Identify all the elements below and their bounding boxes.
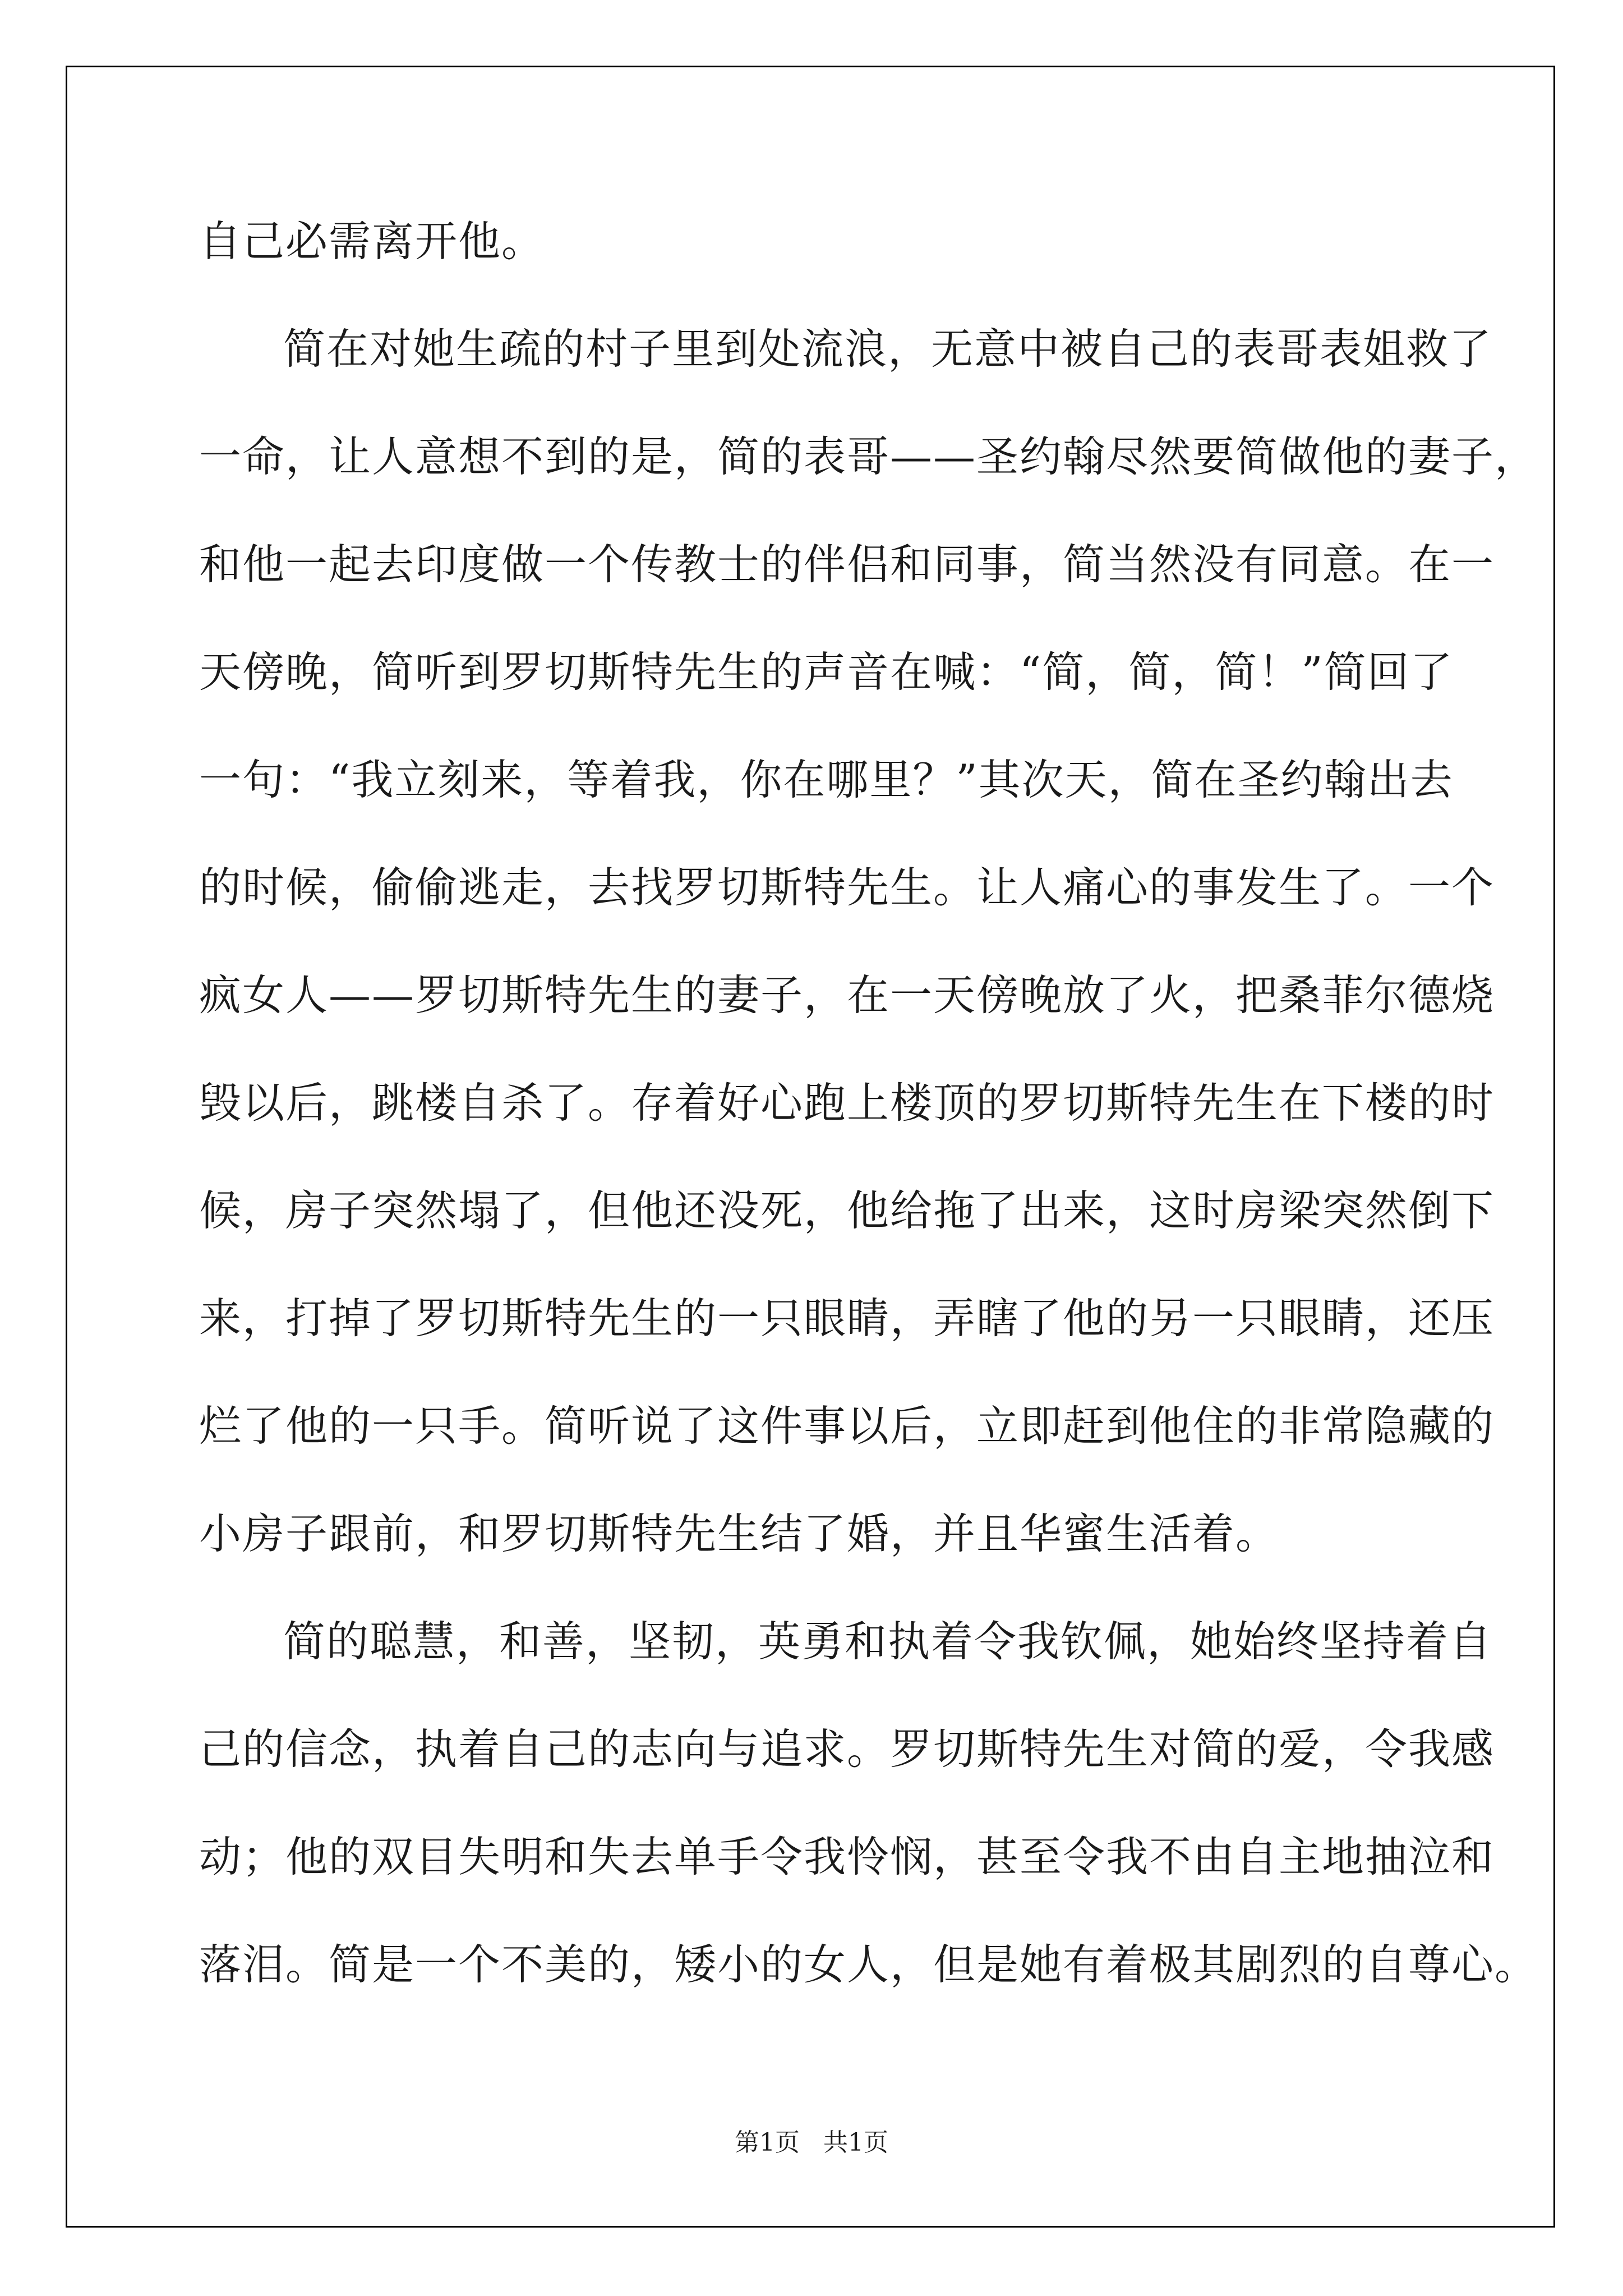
document-body	[199, 208, 1538, 2039]
text-line: 和他一起去印度做一个传教士的伴侣和同事，简当然没有同意。在一	[199, 540, 1495, 589]
text-line: 简的聪慧，和善，坚韧，英勇和执着令我钦佩，她始终坚持着自	[283, 1617, 1493, 1666]
text-line: 动；他的双目失明和失去单手令我怜悯，甚至令我不由自主地抽泣和	[199, 1832, 1495, 1881]
text-line: 烂了他的一只手。简听说了这件事以后，立即赶到他住的非常隐藏的	[199, 1401, 1495, 1451]
text-line: 一命，让人意想不到的是，简的表哥——圣约翰尽然要简做他的妻子，	[199, 432, 1538, 481]
text-line: 天傍晚，简听到罗切斯特先生的声音在喊：“简，简，简！”简回了	[199, 647, 1454, 697]
text-line: 一句：“我立刻来，等着我，你在哪里？”其次天，简在圣约翰出去	[199, 755, 1454, 804]
text-line: 毁以后，跳楼自杀了。存着好心跑上楼顶的罗切斯特先生在下楼的时	[199, 1078, 1495, 1128]
text-line: 来，打掉了罗切斯特先生的一只眼睛，弄瞎了他的另一只眼睛，还压	[199, 1294, 1495, 1343]
text-line: 己的信念，执着自己的志向与追求。罗切斯特先生对简的爱，令我感	[199, 1724, 1495, 1774]
text-line: 小房子跟前，和罗切斯特先生结了婚，并且华蜜生活着。	[199, 1509, 1279, 1558]
text-line: 简在对她生疏的村子里到处流浪，无意中被自己的表哥表姐救了	[283, 324, 1493, 374]
text-line: 疯女人——罗切斯特先生的妻子，在一天傍晚放了火，把桑菲尔德烧	[199, 970, 1495, 1020]
text-line: 的时候，偷偷逃走，去找罗切斯特先生。让人痛心的事发生了。一个	[199, 863, 1495, 912]
page-footer: 第1页 共1页	[735, 2128, 888, 2157]
text-line: 候，房子突然塌了，但他还没死，他给拖了出来，这时房梁突然倒下	[199, 1186, 1495, 1235]
text-line: 自己必需离开他。	[199, 217, 545, 266]
text-line: 落泪。简是一个不美的，矮小的女人，但是她有着极其剧烈的自尊心。	[199, 1940, 1538, 1989]
